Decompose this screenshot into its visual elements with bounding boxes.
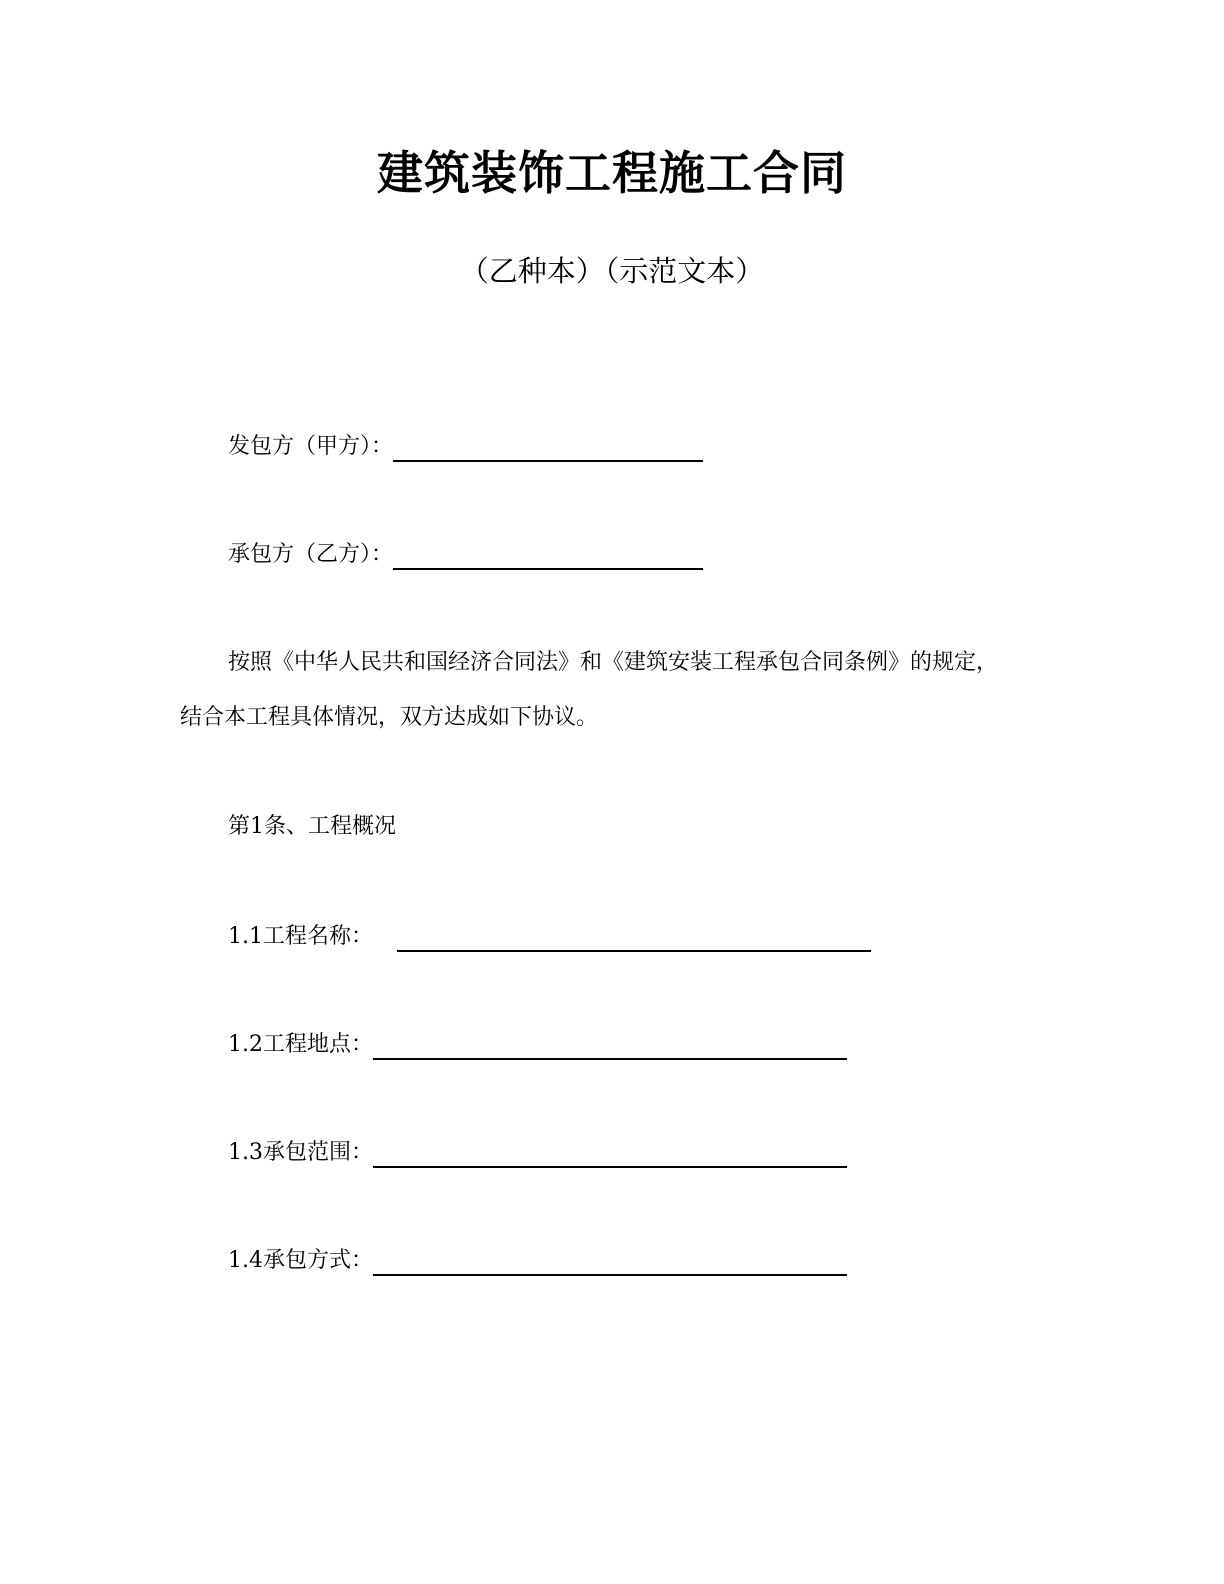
party-b-label: 承包方（乙方）： — [228, 542, 394, 567]
party-a-row — [228, 432, 703, 462]
document-title: 建筑装饰工程施工合同 — [377, 146, 847, 200]
preamble-line-1: 按照《中华人民共和国经济合同法》和《建筑安装工程承包合同条例》的规定， — [228, 650, 999, 675]
party-a-label: 发包方（甲方）： — [228, 434, 394, 459]
item-label-contract-scope: 1.3承包范围： — [228, 1140, 373, 1165]
document-subtitle: （乙种本）（示范文本） — [459, 254, 765, 288]
project-name-blank[interactable] — [397, 926, 871, 952]
item-row-contract-scope — [228, 1138, 847, 1168]
item-row-contract-method — [228, 1246, 847, 1276]
preamble-line-2: 结合本工程具体情况，双方达成如下协议。 — [180, 705, 599, 730]
party-a-blank[interactable] — [393, 436, 703, 462]
party-b-row — [228, 540, 703, 570]
contract-scope-blank[interactable] — [373, 1142, 847, 1168]
party-b-blank[interactable] — [393, 544, 703, 570]
item-label-project-name: 1.1工程名称： — [228, 924, 373, 949]
item-row-project-location — [228, 1030, 847, 1060]
project-location-blank[interactable] — [373, 1034, 847, 1060]
item-label-contract-method: 1.4承包方式： — [228, 1248, 373, 1273]
item-label-project-location: 1.2工程地点： — [228, 1032, 373, 1057]
article-1-heading: 第1条、工程概况 — [228, 814, 396, 839]
contract-method-blank[interactable] — [373, 1250, 847, 1276]
item-row-project-name — [228, 922, 871, 952]
